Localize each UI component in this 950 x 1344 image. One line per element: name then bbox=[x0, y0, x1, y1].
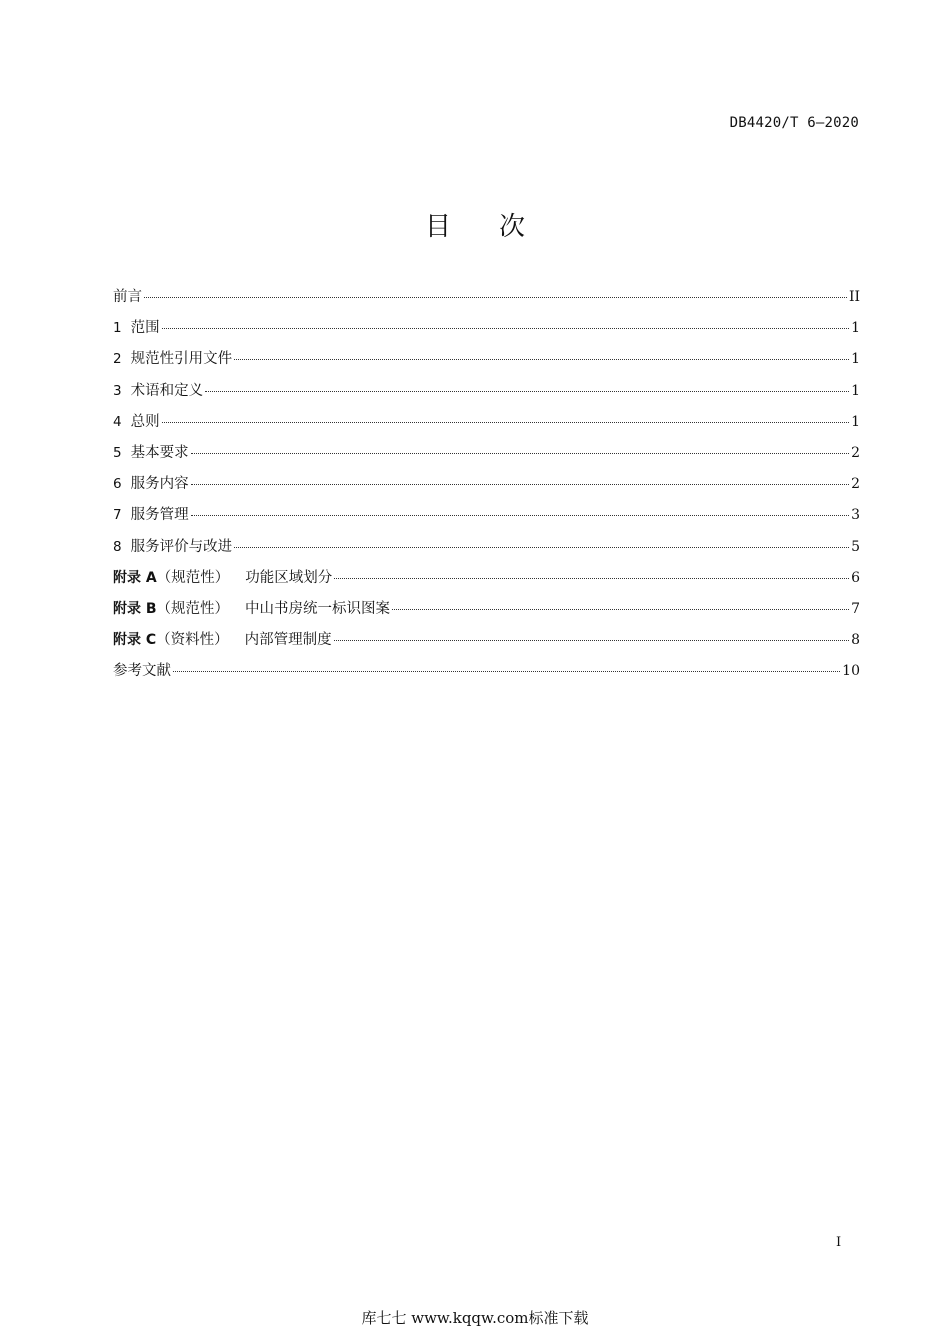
toc-entry-number: 7 bbox=[113, 507, 122, 524]
toc-dot-leader bbox=[234, 358, 849, 360]
toc-entry[interactable] bbox=[113, 411, 860, 442]
toc-entry-page: 5 bbox=[851, 538, 860, 555]
toc-dot-leader bbox=[205, 390, 849, 392]
toc-entry-title: 基本要求 bbox=[130, 444, 189, 461]
toc-entry-page: 3 bbox=[851, 507, 860, 524]
toc-dot-leader bbox=[173, 670, 840, 672]
toc-entry-page: 7 bbox=[851, 600, 860, 617]
toc-entry-page: 8 bbox=[851, 632, 860, 649]
toc-annex-label: 附录 B bbox=[113, 600, 157, 617]
toc-entry[interactable] bbox=[113, 348, 860, 379]
toc-entry-title: 前言 bbox=[113, 289, 142, 305]
toc-entry-page: II bbox=[848, 289, 860, 305]
toc-entry-number: 4 bbox=[113, 413, 122, 430]
toc-dot-leader bbox=[234, 546, 849, 548]
toc-annex-type: （规范性） bbox=[156, 600, 230, 617]
toc-entry-title: 服务管理 bbox=[130, 507, 189, 524]
toc-entry-title: 内部管理制度 bbox=[244, 632, 332, 649]
toc-entry-title: 规范性引用文件 bbox=[130, 351, 233, 368]
toc-entry-page: 1 bbox=[851, 382, 860, 399]
toc-entry[interactable] bbox=[113, 598, 860, 629]
toc-entry-number: 3 bbox=[113, 382, 122, 399]
toc-entry[interactable] bbox=[113, 660, 860, 691]
toc-dot-leader bbox=[191, 483, 849, 485]
toc-entry[interactable] bbox=[113, 442, 860, 473]
table-of-contents bbox=[113, 286, 860, 691]
toc-entry-title: 服务内容 bbox=[130, 476, 189, 493]
toc-entry-page: 1 bbox=[851, 413, 860, 430]
toc-entry[interactable] bbox=[113, 536, 860, 567]
document-code: DB4420/T 6—2020 bbox=[729, 115, 859, 131]
page-title: 目次 bbox=[424, 212, 573, 242]
toc-entry[interactable] bbox=[113, 629, 860, 660]
toc-dot-leader bbox=[191, 452, 849, 454]
toc-entry-title: 中山书房统一标识图案 bbox=[245, 600, 391, 617]
toc-entry-title: 总则 bbox=[130, 413, 160, 430]
toc-entry-page: 1 bbox=[851, 351, 860, 368]
toc-entry-number: 5 bbox=[113, 444, 122, 461]
toc-entry-number: 2 bbox=[113, 351, 122, 368]
toc-entry[interactable] bbox=[113, 567, 860, 598]
toc-dot-leader bbox=[144, 296, 847, 298]
footer-watermark: 库七七 www.kqqw.com标准下载 bbox=[361, 1309, 589, 1327]
toc-entry-title: 功能区域划分 bbox=[245, 569, 333, 586]
toc-entry[interactable] bbox=[113, 286, 860, 317]
toc-dot-leader bbox=[191, 514, 849, 516]
toc-entry-title: 服务评价与改进 bbox=[130, 538, 233, 555]
toc-entry-page: 1 bbox=[851, 320, 860, 337]
toc-annex-type: （规范性） bbox=[156, 569, 230, 586]
toc-dot-leader bbox=[334, 577, 849, 579]
toc-entry-title: 范围 bbox=[130, 320, 160, 337]
toc-entry[interactable] bbox=[113, 317, 860, 348]
toc-entry[interactable] bbox=[113, 473, 860, 504]
toc-annex-label: 附录 C bbox=[113, 632, 157, 649]
toc-dot-leader bbox=[392, 608, 849, 610]
toc-entry[interactable] bbox=[113, 380, 860, 411]
toc-dot-leader bbox=[162, 421, 849, 423]
toc-entry-number: 8 bbox=[113, 538, 122, 555]
toc-entry-page: 6 bbox=[851, 569, 860, 586]
toc-entry[interactable] bbox=[113, 504, 860, 535]
toc-dot-leader bbox=[334, 639, 849, 641]
toc-entry-page: 10 bbox=[842, 663, 860, 680]
toc-entry-number: 6 bbox=[113, 476, 122, 493]
toc-dot-leader bbox=[162, 327, 849, 329]
toc-entry-page: 2 bbox=[851, 444, 860, 461]
toc-entry-number: 1 bbox=[113, 320, 122, 337]
toc-entry-title: 术语和定义 bbox=[130, 382, 204, 399]
page-number: I bbox=[836, 1235, 842, 1250]
toc-annex-type: （资料性） bbox=[156, 632, 229, 649]
toc-entry-title: 参考文献 bbox=[113, 663, 171, 680]
toc-entry-page: 2 bbox=[851, 476, 860, 493]
toc-annex-label: 附录 A bbox=[113, 569, 157, 586]
